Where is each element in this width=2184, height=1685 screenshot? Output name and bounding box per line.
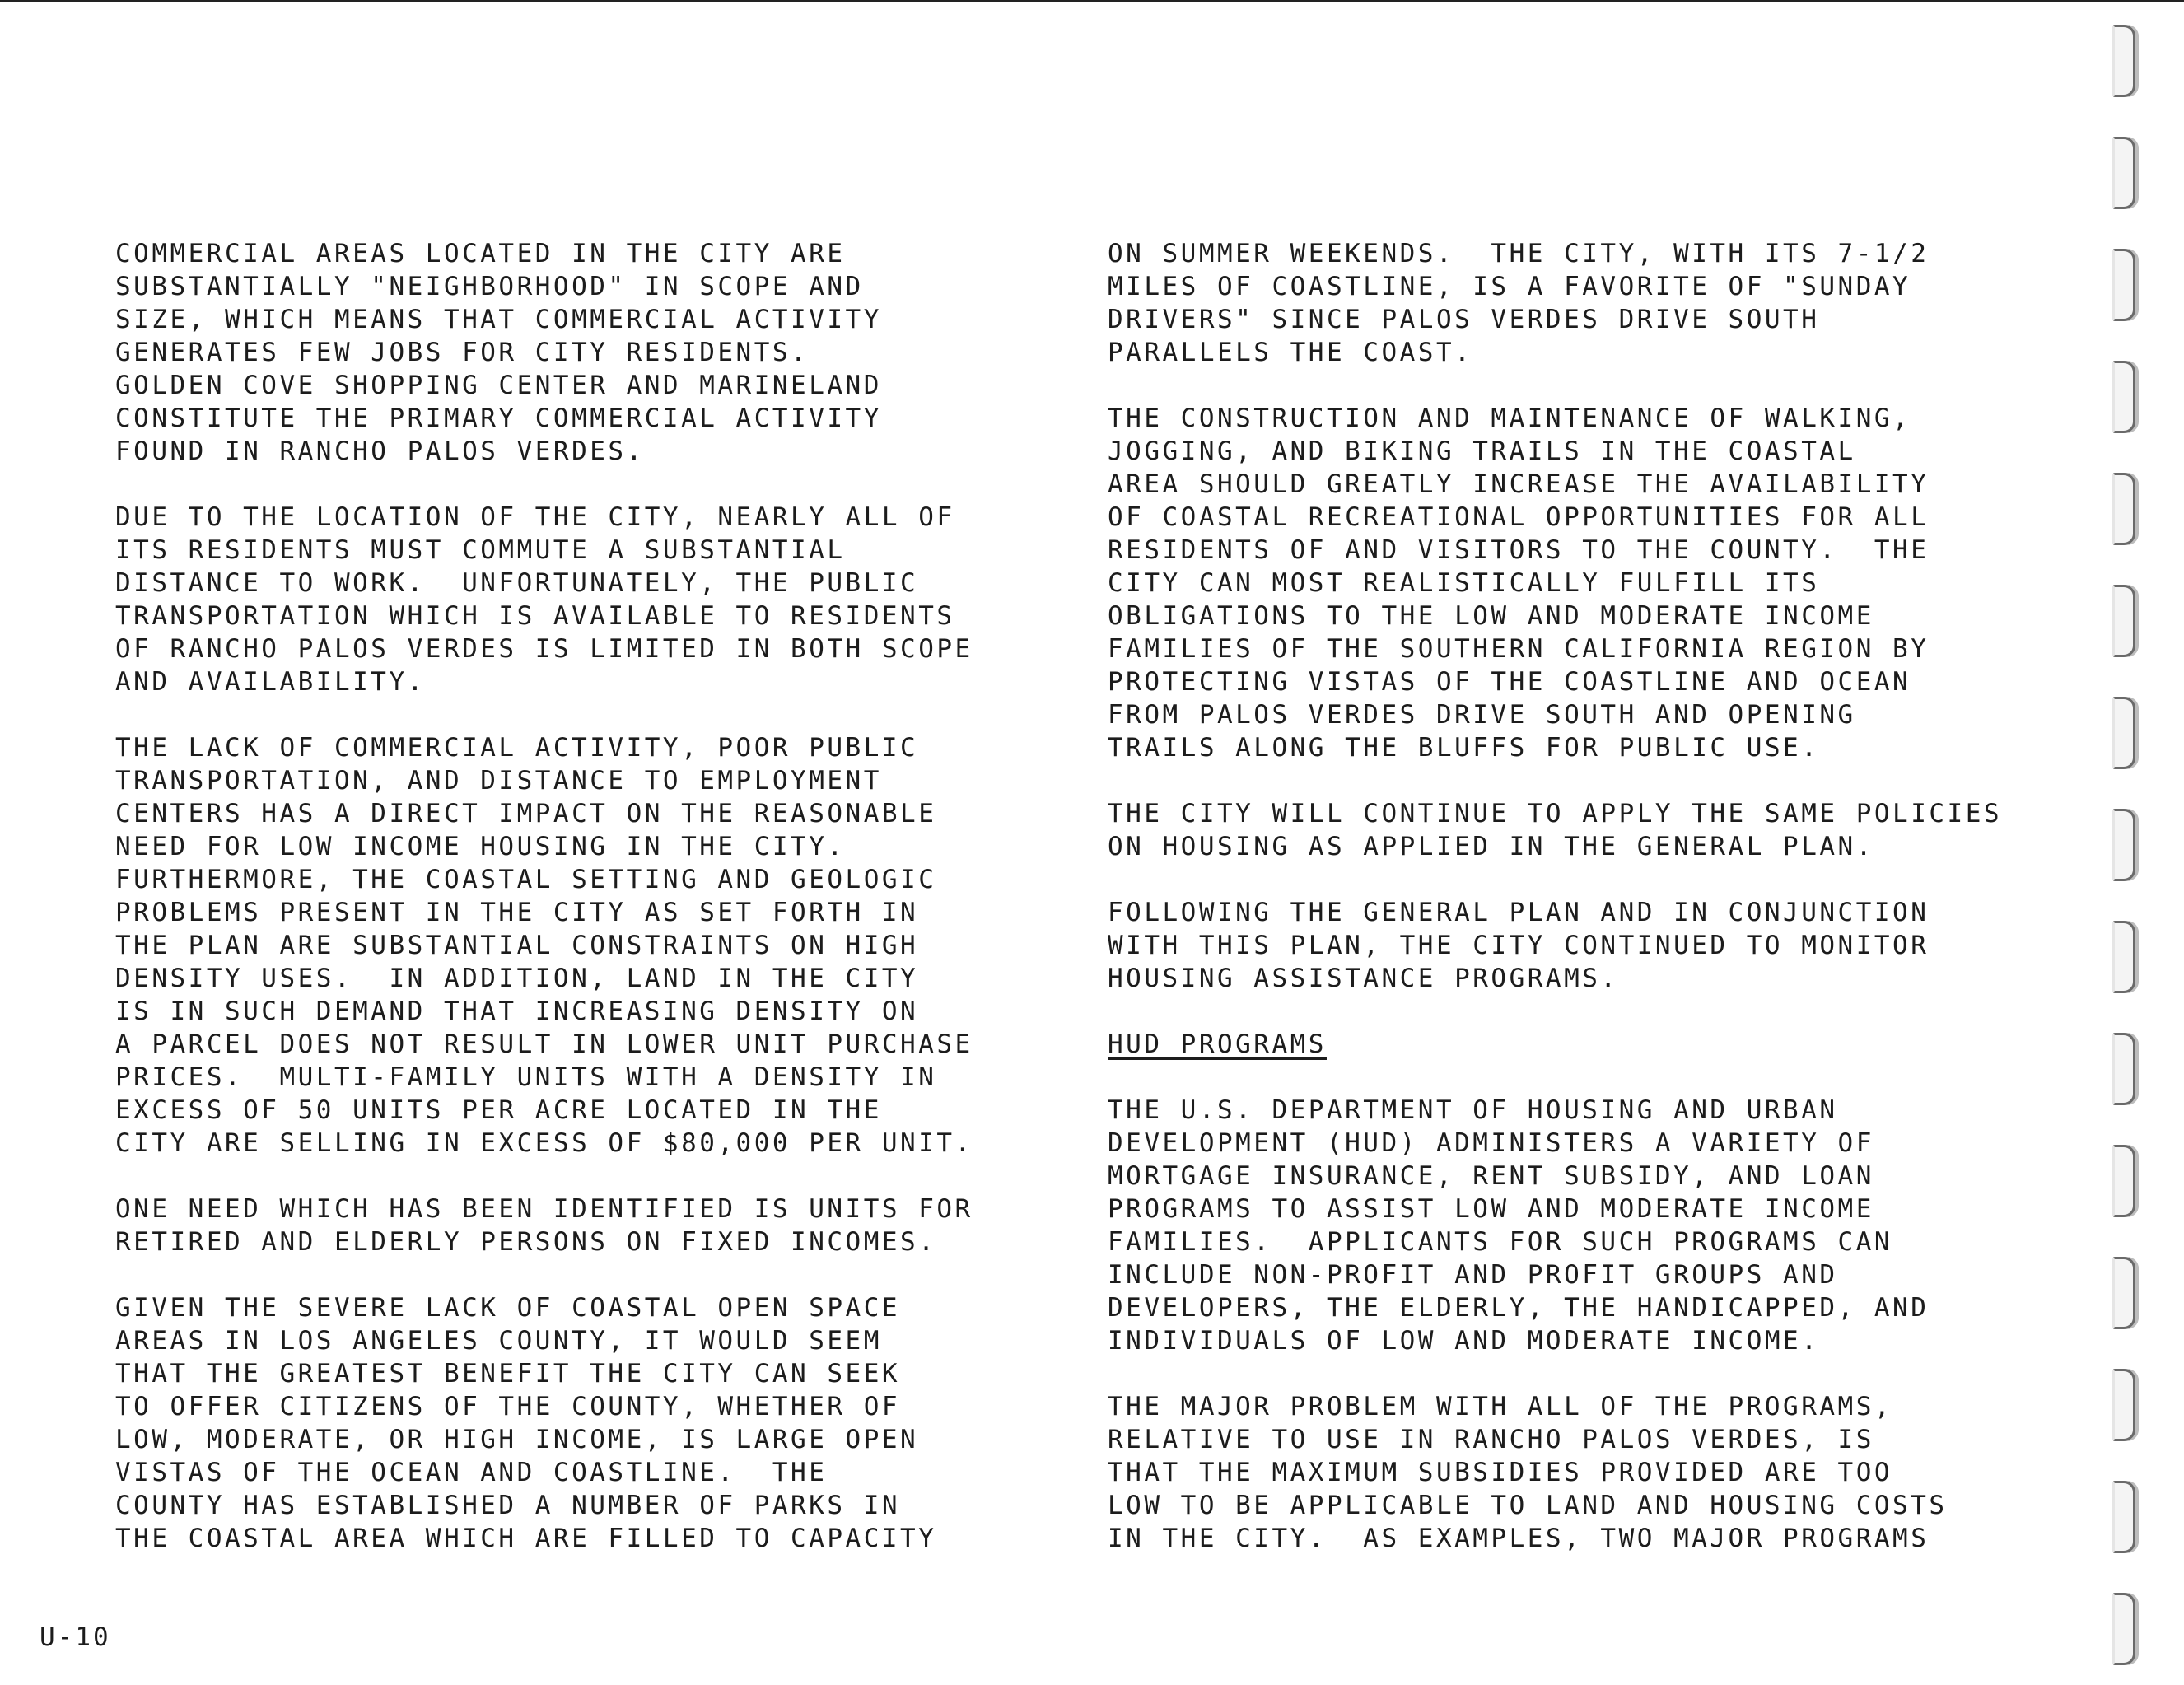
- binding-ring: [2112, 1369, 2135, 1441]
- binding-ring: [2112, 473, 2135, 545]
- paragraph-summer-weekends: ON SUMMER WEEKENDS. THE CITY, WITH ITS 7-1/2 MILES OF COASTLINE, IS A FAVORITE OF "SUNDAY DRIVERS" SINCE PALOS VERDES DRIVE SOUTH PARALLELS THE COAST.: [1108, 239, 1930, 367]
- binding-ring: [2112, 1145, 2135, 1217]
- paragraph-housing-policies: THE CITY WILL CONTINUE TO APPLY THE SAME POLICIES ON HOUSING AS APPLIED IN THE GENERAL PLAN.: [1108, 799, 2003, 861]
- paragraph-coastal-trails: THE CONSTRUCTION AND MAINTENANCE OF WALKING, JOGGING, AND BIKING TRAILS IN THE COASTAL AREA SHOULD GREATLY INCREASE THE AVAILABILITY OF COASTAL RECREATIONAL OPPORTUNITIES FOR ALL RESIDENTS OF AND VISITORS TO THE COUNTY. THE CITY CAN MOST REALISTICALLY FULFILL ITS OBLIGATIONS TO THE LOW AND MODERATE INCOME FAMILIES OF THE SOUTHERN CALIFORNIA REGION BY PROTECTING VISTAS OF THE COASTLINE AND OCEAN FROM PALOS VERDES DRIVE SOUTH AND OPENING TRAILS ALONG THE BLUFFS FOR PUBLIC USE.: [1108, 404, 1930, 763]
- paragraph-hud-problem: THE MAJOR PROBLEM WITH ALL OF THE PROGRAMS, RELATIVE TO USE IN RANCHO PALOS VERDES, IS THAT THE MAXIMUM SUBSIDIES PROVIDED ARE TOO LOW TO BE APPLICABLE TO LAND AND HOUSING COSTS IN THE CITY. AS EXAMPLES, TWO MAJOR PROGRAMS: [1108, 1392, 1948, 1553]
- paragraph-coastal-open-space: GIVEN THE SEVERE LACK OF COASTAL OPEN SPACE AREAS IN LOS ANGELES COUNTY, IT WOULD SEEM THAT THE GREATEST BENEFIT THE CITY CAN SEEK TO OFFER CITIZENS OF THE COUNTY, WHETHER OF LOW, MODERATE, OR HIGH INCOME, IS LARGE OPEN VISTAS OF THE OCEAN AND COASTLINE. THE COUNTY HAS ESTABLISHED A NUMBER OF PARKS IN THE COASTAL AREA WHICH ARE FILLED TO CAPACITY: [115, 1293, 937, 1553]
- spiral-binding: [2112, 25, 2145, 1664]
- binding-ring: [2112, 585, 2135, 657]
- binding-ring: [2112, 921, 2135, 993]
- binding-ring: [2112, 809, 2135, 881]
- binding-ring: [2112, 1593, 2135, 1665]
- binding-ring: [2112, 697, 2135, 769]
- paragraph-elderly-need: ONE NEED WHICH HAS BEEN IDENTIFIED IS UNITS FOR RETIRED AND ELDERLY PERSONS ON FIXED INCOMES.: [115, 1194, 973, 1257]
- right-text-column: [1108, 237, 2079, 1588]
- paragraph-commercial-areas: COMMERCIAL AREAS LOCATED IN THE CITY ARE SUBSTANTIALLY "NEIGHBORHOOD" IN SCOPE AND SIZE, WHICH MEANS THAT COMMERCIAL ACTIVITY GENERATES FEW JOBS FOR CITY RESIDENTS. GOLDEN COVE SHOPPING CENTER AND MARINELAND CONSTITUTE THE PRIMARY COMMERCIAL ACTIVITY FOUND IN RANCHO PALOS VERDES.: [115, 239, 882, 466]
- binding-ring: [2112, 137, 2135, 209]
- paragraph-low-income-need: THE LACK OF COMMERCIAL ACTIVITY, POOR PUBLIC TRANSPORTATION, AND DISTANCE TO EMPLOYMENT CENTERS HAS A DIRECT IMPACT ON THE REASONABLE NEED FOR LOW INCOME HOUSING IN THE CITY. FURTHERMORE, THE COASTAL SETTING AND GEOLOGIC PROBLEMS PRESENT IN THE CITY AS SET FORTH IN THE PLAN ARE SUBSTANTIAL CONSTRAINTS ON HIGH DENSITY USES. IN ADDITION, LAND IN THE CITY IS IN SUCH DEMAND THAT INCREASING DENSITY ON A PARCEL DOES NOT RESULT IN LOWER UNIT PURCHASE PRICES. MULTI-FAMILY UNITS WITH A DENSITY IN EXCESS OF 50 UNITS PER ACRE LOCATED IN THE CITY ARE SELLING IN EXCESS OF $80,000 PER UNIT.: [115, 733, 973, 1158]
- binding-ring: [2112, 249, 2135, 321]
- binding-ring: [2112, 25, 2135, 97]
- paragraph-hud-administers: THE U.S. DEPARTMENT OF HOUSING AND URBAN DEVELOPMENT (HUD) ADMINISTERS A VARIETY OF MORTGAGE INSURANCE, RENT SUBSIDY, AND LOAN PROGRAMS TO ASSIST LOW AND MODERATE INCOME FAMILIES. APPLICANTS FOR SUCH PROGRAMS CAN INCLUDE NON-PROFIT AND PROFIT GROUPS AND DEVELOPERS, THE ELDERLY, THE HANDICAPPED, AND INDIVIDUALS OF LOW AND MODERATE INCOME.: [1108, 1095, 1930, 1356]
- binding-ring: [2112, 1033, 2135, 1105]
- section-heading-hud-programs: HUD PROGRAMS: [1108, 1029, 1327, 1059]
- paragraph-housing-assistance: FOLLOWING THE GENERAL PLAN AND IN CONJUNCTION WITH THIS PLAN, THE CITY CONTINUED TO MONITOR HOUSING ASSISTANCE PROGRAMS.: [1108, 898, 1930, 993]
- left-text-column: [115, 237, 1087, 1588]
- binding-ring: [2112, 1257, 2135, 1329]
- page-number: U-10: [40, 1622, 111, 1652]
- page-top-edge: [0, 0, 2184, 2]
- paragraph-commute: DUE TO THE LOCATION OF THE CITY, NEARLY ALL OF ITS RESIDENTS MUST COMMUTE A SUBSTANTIAL DISTANCE TO WORK. UNFORTUNATELY, THE PUBLIC TRANSPORTATION WHICH IS AVAILABLE TO RESIDENTS OF RANCHO PALOS VERDES IS LIMITED IN BOTH SCOPE AND AVAILABILITY.: [115, 502, 973, 697]
- binding-ring: [2112, 1481, 2135, 1553]
- binding-ring: [2112, 361, 2135, 433]
